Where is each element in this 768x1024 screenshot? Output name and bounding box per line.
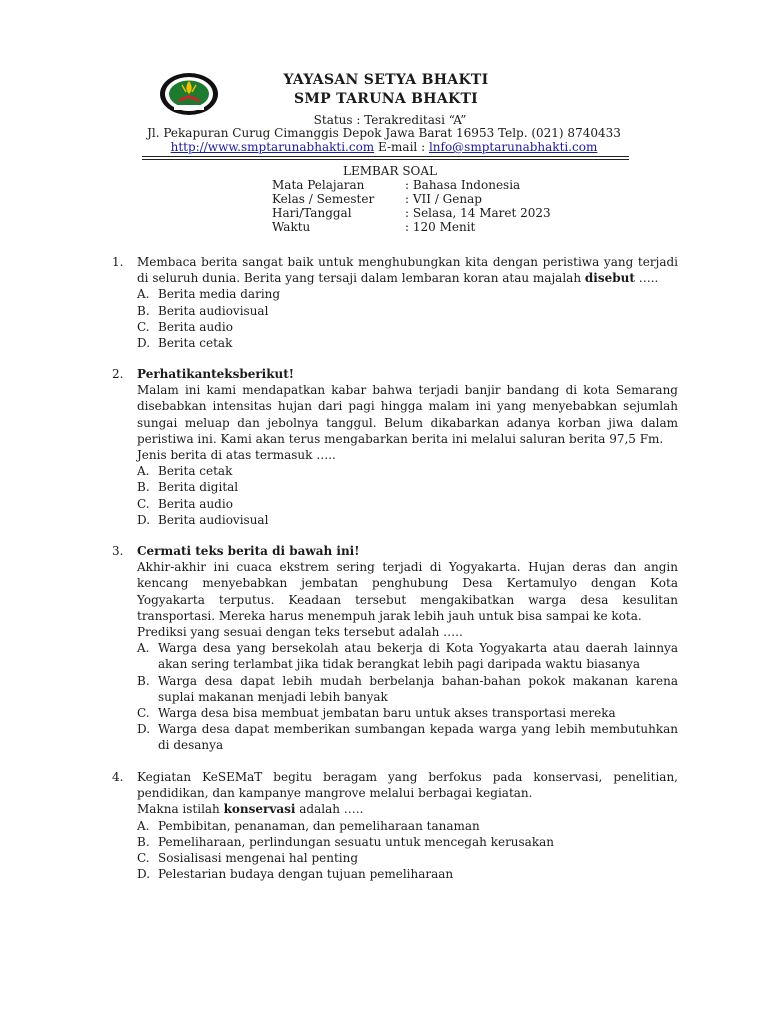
question-number: 2. (112, 367, 124, 381)
option-c[interactable] (137, 850, 678, 866)
email-link[interactable]: lnfo@smptarunabhakti.com (428, 140, 598, 154)
option-text: Berita audio (158, 319, 233, 334)
option-text: Warga desa bisa membuat jembatan baru untuk akses transportasi mereka (158, 706, 616, 721)
school-name: SMP TARUNA BHAKTI (293, 91, 479, 107)
question-number: 1. (112, 255, 124, 269)
option-b[interactable] (137, 834, 678, 850)
stem-text: Membaca berita sangat baik untuk menghubungkan kita dengan peristiwa yang terjadi di seluruh dunia. Berita yang tersaji dalam lembaran koran atau majalah (137, 255, 678, 286)
meta-row-class (272, 192, 551, 206)
meta-value: : VII / Genap (405, 192, 482, 206)
option-letter: B. (137, 834, 150, 849)
option-text: Warga desa yang bersekolah atau bekerja di Kota Yogyakarta atau daerah lainnya akan sering terlambat jika tidak berangkat lebih pagi daripada waktu biasanya (158, 641, 678, 672)
stem-ellipsis: ….. (634, 271, 659, 286)
option-text: Pelestarian budaya dengan tujuan pemeliharaan (158, 867, 454, 882)
contact-line (166, 140, 602, 154)
question-body (137, 254, 678, 351)
question-stem (137, 254, 678, 286)
option-letter: B. (137, 303, 150, 318)
sheet-title: LEMBAR SOAL (342, 164, 438, 178)
prompt-text: Makna istilah (137, 802, 224, 817)
meta-value: : Selasa, 14 Maret 2023 (405, 206, 551, 220)
meta-value: : Bahasa Indonesia (405, 178, 521, 192)
meta-label: Mata Pelajaran (272, 178, 365, 192)
option-letter: C. (137, 706, 150, 721)
option-text: Pemeliharaan, perlindungan sesuatu untuk mencegah kerusakan (158, 834, 554, 849)
option-c[interactable] (137, 705, 678, 721)
meta-row-subject (272, 178, 551, 192)
option-b[interactable] (137, 479, 678, 495)
question-heading: Perhatikanteksberikut! (137, 367, 295, 381)
school-address: Jl. Pekapuran Curug Cimanggis Depok Jawa Barat 16953 Telp. (021) 8740433 (147, 126, 621, 140)
option-letter: D. (137, 336, 151, 351)
meta-label: Waktu (272, 220, 311, 234)
option-letter: D. (137, 512, 151, 527)
option-letter: A. (137, 287, 150, 302)
meta-value: : 120 Menit (405, 220, 476, 234)
meta-row-date (272, 206, 551, 220)
question-passage: Kegiatan KeSEMaT begitu beragam yang berfokus pada konservasi, penelitian, pendidikan, dan kampanye mangrove melalui berbagai kegiatan. (137, 770, 678, 801)
question-heading: Cermati teks berita di bawah ini! (137, 544, 360, 558)
meta-label: Hari/Tanggal (272, 206, 352, 220)
option-text: Warga desa dapat lebih mudah berbelanja bahan-bahan pokok makanan karena suplai makanan menjadi lebih banyak (158, 673, 678, 704)
question-prompt (137, 801, 678, 817)
option-text: Pembibitan, penanaman, dan pemeliharaan tanaman (158, 818, 480, 833)
option-letter: B. (137, 673, 150, 688)
foundation-name: YAYASAN SETYA BHAKTI (283, 72, 489, 88)
option-letter: C. (137, 496, 150, 511)
meta-row-time (272, 220, 551, 234)
question-body (137, 543, 678, 754)
option-letter: A. (137, 818, 150, 833)
option-text: Berita digital (158, 480, 239, 495)
prompt-ellipsis: adalah ….. (295, 802, 364, 817)
option-a[interactable] (137, 818, 678, 834)
question-body (137, 366, 678, 528)
option-d[interactable] (137, 512, 678, 528)
option-a[interactable] (137, 640, 678, 672)
question-passage: Akhir-akhir ini cuaca ekstrem sering terjadi di Yogyakarta. Hujan deras dan angin kencang menyebabkan jembatan penghubung Desa Kertamulyo dengan Kota Yogyakarta terputus. Keadaan tersebut mengakibatkan warga desa kesulitan transportasi. Mereka harus menempuh jarak lebih jauh untuk bisa sampai ke kota. (137, 560, 678, 623)
option-text: Berita media daring (158, 287, 281, 302)
meta-label: Kelas / Semester (272, 192, 375, 206)
option-d[interactable] (137, 721, 678, 753)
option-d[interactable] (137, 866, 678, 882)
option-d[interactable] (137, 335, 678, 351)
website-link[interactable]: http://www.smptarunabhakti.com (170, 140, 375, 154)
question-number: 4. (112, 770, 124, 784)
option-letter: C. (137, 851, 150, 866)
option-text: Berita audiovisual (158, 512, 269, 527)
question-body (137, 769, 678, 882)
option-letter: B. (137, 480, 150, 495)
option-text: Berita audiovisual (158, 303, 269, 318)
option-b[interactable] (137, 303, 678, 319)
stem-emphasis: disebut (584, 271, 635, 286)
option-a[interactable] (137, 286, 678, 302)
option-text: Berita cetak (158, 336, 233, 351)
option-letter: A. (137, 464, 150, 479)
option-text: Sosialisasi mengenai hal penting (158, 851, 359, 866)
exam-meta (272, 178, 551, 234)
question-prompt: Jenis berita di atas termasuk ….. (137, 448, 336, 463)
option-text: Berita cetak (158, 464, 233, 479)
option-b[interactable] (137, 673, 678, 705)
option-c[interactable] (137, 319, 678, 335)
letterhead-rule-top (142, 156, 629, 157)
option-a[interactable] (137, 463, 678, 479)
option-text: Berita audio (158, 496, 233, 511)
option-c[interactable] (137, 496, 678, 512)
question-number: 3. (112, 544, 124, 558)
option-letter: C. (137, 319, 150, 334)
letterhead-rule-bottom (142, 159, 629, 160)
question-prompt: Prediksi yang sesuai dengan teks tersebut adalah ….. (137, 625, 463, 640)
prompt-emphasis: konservasi (223, 802, 296, 817)
question-passage: Malam ini kami mendapatkan kabar bahwa terjadi banjir bandang di kota Semarang disebabkan intensitas hujan dari pagi hingga malam ini yang menyebabkan sejumlah sungai meluap dan jebolnya tanggul. Belum dikabarkan adanya korban jiwa dalam peristiwa ini. Kami akan terus mengabarkan berita ini melalui saluran berita 97,5 Fm. (137, 383, 678, 446)
option-letter: A. (137, 641, 150, 656)
option-text: Warga desa dapat memberikan sumbangan kepada warga yang lebih membutuhkan di desanya (158, 722, 678, 753)
option-letter: D. (137, 722, 151, 737)
school-logo (160, 73, 218, 115)
accreditation-status: Status : Terakreditasi “A” (313, 113, 467, 127)
option-letter: D. (137, 867, 151, 882)
email-label: E-mail : (378, 140, 426, 154)
